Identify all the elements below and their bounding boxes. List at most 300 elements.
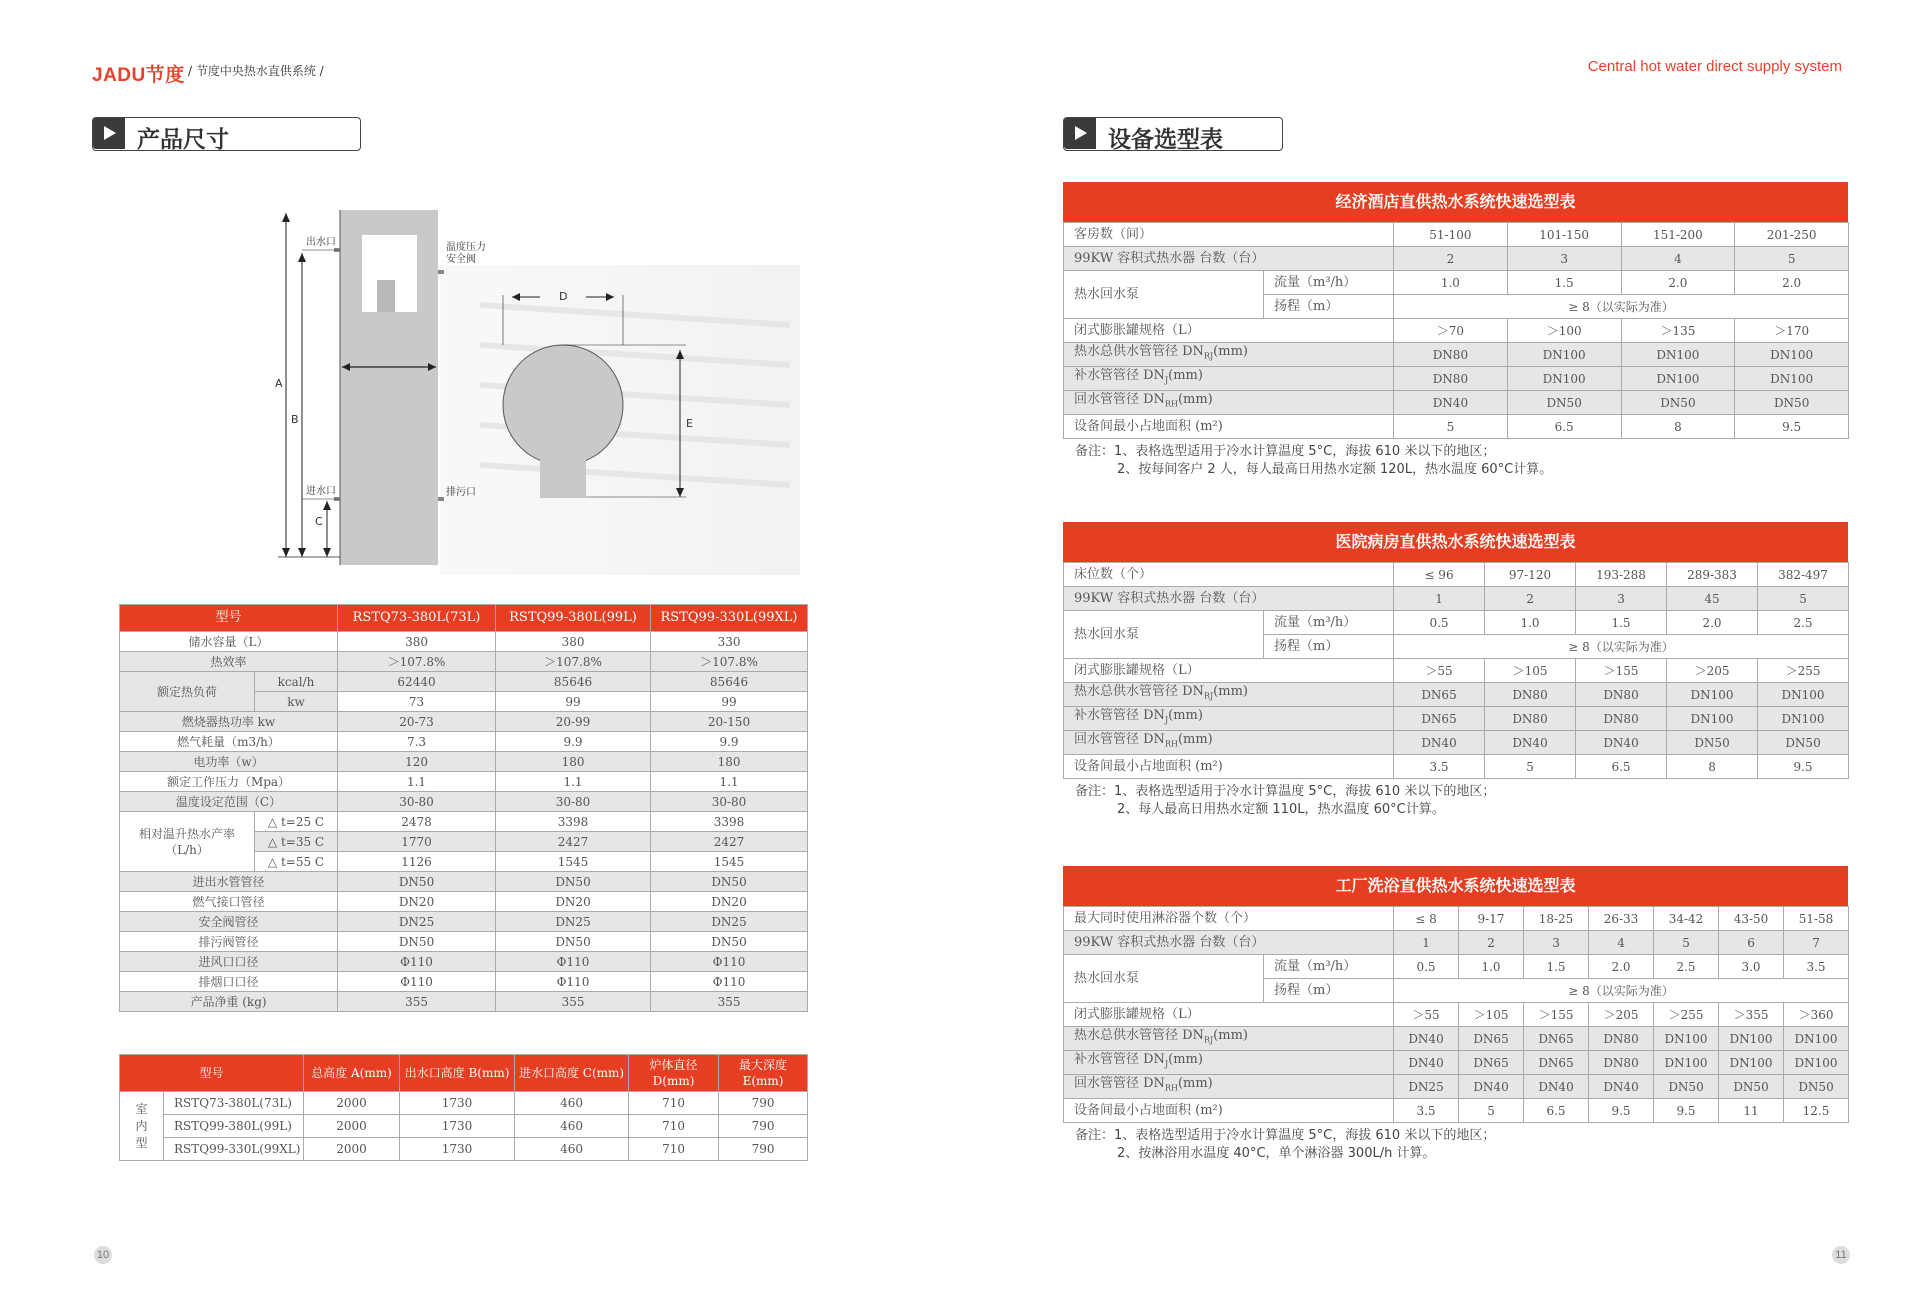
- cell: 1.0: [1459, 955, 1524, 979]
- cell: DN50: [651, 932, 808, 952]
- dimension-table: [119, 1054, 808, 1161]
- cell: 18-25: [1524, 907, 1589, 931]
- cell: 2.5: [1654, 955, 1719, 979]
- cell: 1.1: [651, 772, 808, 792]
- cell: ＞105: [1485, 659, 1576, 683]
- cell: 3.5: [1394, 1099, 1459, 1123]
- cell: 1545: [651, 852, 808, 872]
- cell: RSTQ99-380L(99L): [164, 1115, 304, 1138]
- cell: RSTQ73-380L(73L): [164, 1092, 304, 1115]
- table-row: [120, 812, 808, 832]
- header-cell: 炉体直径 D(mm): [629, 1055, 719, 1092]
- cell: 3: [1576, 587, 1667, 611]
- cell: 85646: [651, 672, 808, 692]
- cell: DN20: [651, 892, 808, 912]
- row-label: 设备间最小占地面积 (m²): [1064, 755, 1394, 779]
- cell: 1.1: [338, 772, 496, 792]
- cell: 6.5: [1507, 415, 1621, 439]
- row-label: 产品净重 (kg): [120, 992, 338, 1012]
- breadcrumb: / 节度中央热水直供系统 /: [188, 64, 324, 78]
- cell: 180: [496, 752, 651, 772]
- table-row: [120, 672, 808, 692]
- selection-table-title: 工厂洗浴直供热水系统快速选型表: [1063, 866, 1848, 906]
- cell: DN80: [1589, 1051, 1654, 1075]
- cell: 1.5: [1576, 611, 1667, 635]
- cell: 7: [1784, 931, 1849, 955]
- table-row: [120, 732, 808, 752]
- table-row: [1064, 755, 1849, 779]
- cell: 0.5: [1394, 611, 1485, 635]
- row-label: 回水管管径 $DN_{RH}(mm)$: [1064, 731, 1394, 755]
- row-label: 床位数（个）: [1064, 563, 1394, 587]
- cell: DN50: [338, 872, 496, 892]
- row-label: 额定工作压力（Mpa）: [120, 772, 338, 792]
- cell: DN100: [1654, 1051, 1719, 1075]
- selection-table-block: [1063, 866, 1848, 1163]
- cell: DN50: [1654, 1075, 1719, 1099]
- cell: ＞107.8%: [338, 652, 496, 672]
- table-row: [1064, 343, 1849, 367]
- cell: 1.0: [1394, 271, 1508, 295]
- table-row: [120, 992, 808, 1012]
- label-B: B: [291, 413, 299, 426]
- cell: 2427: [496, 832, 651, 852]
- cell: 380: [338, 632, 496, 652]
- label-E: E: [686, 417, 693, 430]
- cell: DN80: [1394, 343, 1508, 367]
- cell: 790: [719, 1115, 808, 1138]
- table-row: [120, 952, 808, 972]
- row-label: 回水管管径 $DN_{RH}(mm)$: [1064, 1075, 1394, 1099]
- cell: 2: [1394, 247, 1508, 271]
- cell: 8: [1667, 755, 1758, 779]
- cell: 51-100: [1394, 223, 1508, 247]
- header-cell: 出水口高度 B(mm): [400, 1055, 515, 1092]
- sub-label: △ t=25 C: [255, 812, 338, 832]
- cell: DN65: [1524, 1027, 1589, 1051]
- cell: DN20: [338, 892, 496, 912]
- row-label: 燃气接口管径: [120, 892, 338, 912]
- play-icon: [93, 118, 125, 149]
- table-row: [1064, 391, 1849, 415]
- row-label: 客房数（间）: [1064, 223, 1394, 247]
- sub-label: △ t=35 C: [255, 832, 338, 852]
- cell: 2: [1459, 931, 1524, 955]
- cell: 3: [1507, 247, 1621, 271]
- sub-label: 流量（m³/h）: [1264, 271, 1394, 295]
- cell: DN40: [1524, 1075, 1589, 1099]
- cell: DN40: [1394, 1051, 1459, 1075]
- cell: DN100: [1784, 1027, 1849, 1051]
- cell: 790: [719, 1138, 808, 1161]
- cell: Φ110: [651, 972, 808, 992]
- cell: 355: [651, 992, 808, 1012]
- cell: DN50: [496, 932, 651, 952]
- selection-table-block: [1063, 182, 1848, 479]
- cell: ＞155: [1576, 659, 1667, 683]
- cell: 710: [629, 1115, 719, 1138]
- cell: ≤ 96: [1394, 563, 1485, 587]
- table-row: [1064, 563, 1849, 587]
- cell: 1545: [496, 852, 651, 872]
- table-row: [120, 792, 808, 812]
- cell: DN50: [1735, 391, 1849, 415]
- cell: 382-497: [1758, 563, 1849, 587]
- cell: ＞55: [1394, 659, 1485, 683]
- cell: 3398: [651, 812, 808, 832]
- label-D: D: [559, 290, 568, 303]
- cell: ≥ 8（以实际为准）: [1394, 979, 1849, 1003]
- cell: DN65: [1394, 707, 1485, 731]
- cell: DN50: [338, 932, 496, 952]
- product-diagram: [250, 205, 800, 575]
- table-row: [1064, 955, 1849, 979]
- cell: 26-33: [1589, 907, 1654, 931]
- cell: 20-150: [651, 712, 808, 732]
- row-label: 燃烧器热功率 kw: [120, 712, 338, 732]
- cell: 460: [515, 1138, 629, 1161]
- cell: DN25: [651, 912, 808, 932]
- cell: Φ110: [496, 952, 651, 972]
- cell: DN40: [1485, 731, 1576, 755]
- cell: 3.0: [1719, 955, 1784, 979]
- cell: DN80: [1394, 367, 1508, 391]
- row-label: 电功率（w）: [120, 752, 338, 772]
- header-cell: 最大深度 E(mm): [719, 1055, 808, 1092]
- cell: Φ110: [496, 972, 651, 992]
- cell: 330: [651, 632, 808, 652]
- cell: 355: [338, 992, 496, 1012]
- cell: DN100: [1735, 343, 1849, 367]
- cell: DN65: [1459, 1051, 1524, 1075]
- row-label: 99KW 容积式热水器 台数（台）: [1064, 931, 1394, 955]
- row-label: 热效率: [120, 652, 338, 672]
- cell: 7.3: [338, 732, 496, 752]
- header-cell: 进水口高度 C(mm): [515, 1055, 629, 1092]
- cell: 8: [1621, 415, 1735, 439]
- sub-label: △ t=55 C: [255, 852, 338, 872]
- cell: 710: [629, 1138, 719, 1161]
- cell: DN100: [1784, 1051, 1849, 1075]
- cell: 30-80: [496, 792, 651, 812]
- sub-label: 流量（m³/h）: [1264, 955, 1394, 979]
- table-row: [120, 972, 808, 992]
- cell: 97-120: [1485, 563, 1576, 587]
- cell: DN100: [1667, 707, 1758, 731]
- cell: Φ110: [338, 972, 496, 992]
- row-label: 热水总供水管管径 $DN_{RJ}(mm)$: [1064, 1027, 1394, 1051]
- cell: DN100: [1621, 367, 1735, 391]
- selection-table: [1063, 906, 1849, 1123]
- spec-table-header: [120, 605, 808, 632]
- cell: 34-42: [1654, 907, 1719, 931]
- cell: 99: [496, 692, 651, 712]
- selection-table-block: [1063, 522, 1848, 819]
- row-label: 热水总供水管管径 $DN_{RJ}(mm)$: [1064, 683, 1394, 707]
- label-outlet: 出水口: [306, 237, 336, 248]
- row-label: 热水回水泵: [1064, 955, 1264, 1003]
- table-row: [1064, 731, 1849, 755]
- cell: 5: [1654, 931, 1719, 955]
- selection-table: [1063, 562, 1849, 779]
- cell: Φ110: [338, 952, 496, 972]
- sub-label: 扬程（m）: [1264, 979, 1394, 1003]
- cell: 12.5: [1784, 1099, 1849, 1123]
- row-label: 最大同时使用淋浴器个数（个）: [1064, 907, 1394, 931]
- cell: 201-250: [1735, 223, 1849, 247]
- cell: ＞105: [1459, 1003, 1524, 1027]
- row-label: 补水管管径 $DN_J(mm)$: [1064, 367, 1394, 391]
- table-row: [120, 632, 808, 652]
- header-cell: 型号: [120, 1055, 304, 1092]
- cell: DN65: [1394, 683, 1485, 707]
- cell: 4: [1621, 247, 1735, 271]
- row-label: 闭式膨胀罐规格（L）: [1064, 319, 1394, 343]
- label-drain: 排污口: [446, 487, 476, 498]
- table-row: [120, 772, 808, 792]
- sub-label: 扬程（m）: [1264, 635, 1394, 659]
- cell: DN100: [1719, 1051, 1784, 1075]
- cell: RSTQ99-330L(99XL): [164, 1138, 304, 1161]
- table-row: [1064, 931, 1849, 955]
- cell: DN100: [1758, 683, 1849, 707]
- cell: ＞55: [1394, 1003, 1459, 1027]
- cell: ＞100: [1507, 319, 1621, 343]
- cell: 1.5: [1507, 271, 1621, 295]
- cell: 20-73: [338, 712, 496, 732]
- page-number-right: 11: [1832, 1246, 1850, 1264]
- cell: 710: [629, 1092, 719, 1115]
- cell: DN100: [1621, 343, 1735, 367]
- cell: 9.9: [496, 732, 651, 752]
- cell: 6: [1719, 931, 1784, 955]
- row-label: 储水容量（L）: [120, 632, 338, 652]
- table-row: [1064, 611, 1849, 635]
- label-C: C: [315, 515, 323, 528]
- section-title: 产品尺寸: [137, 127, 229, 153]
- cell: 180: [651, 752, 808, 772]
- row-label: 进风口口径: [120, 952, 338, 972]
- cell: DN50: [1719, 1075, 1784, 1099]
- cell: 460: [515, 1092, 629, 1115]
- cell: 30-80: [651, 792, 808, 812]
- cell: 101-150: [1507, 223, 1621, 247]
- page-number-left: 10: [94, 1246, 112, 1264]
- row-label: 回水管管径 $DN_{RH}(mm)$: [1064, 391, 1394, 415]
- note-line-2: 2、每人最高日用热水定额 110L，热水温度 60°C计算。: [1117, 802, 1445, 817]
- cell: ＞170: [1735, 319, 1849, 343]
- cell: 5: [1485, 755, 1576, 779]
- cell: ＞355: [1719, 1003, 1784, 1027]
- row-label: 燃气耗量（m3/h）: [120, 732, 338, 752]
- table-row: [120, 1092, 808, 1115]
- note-line-1: 备注：1、表格选型适用于冷水计算温度 5°C，海拔 610 米以下的地区；: [1075, 1128, 1496, 1143]
- row-label: 进出水管管径: [120, 872, 338, 892]
- label-inlet: 进水口: [306, 486, 336, 497]
- table-row: [1064, 587, 1849, 611]
- cell: 1: [1394, 931, 1459, 955]
- note-line-1: 备注：1、表格选型适用于冷水计算温度 5°C，海拔 610 米以下的地区；: [1075, 784, 1496, 799]
- row-label: 补水管管径 $DN_J(mm)$: [1064, 707, 1394, 731]
- cell: 5: [1394, 415, 1508, 439]
- cell: DN50: [1758, 731, 1849, 755]
- table-row: [1064, 907, 1849, 931]
- label-safety-valve: 温度压力安全阀: [446, 242, 486, 265]
- cell: 85646: [496, 672, 651, 692]
- cell: 3.5: [1394, 755, 1485, 779]
- table-row: [1064, 1027, 1849, 1051]
- cell: 43-50: [1719, 907, 1784, 931]
- cell: ＞135: [1621, 319, 1735, 343]
- cell: ＞255: [1654, 1003, 1719, 1027]
- cell: 5: [1758, 587, 1849, 611]
- table-row: [1064, 319, 1849, 343]
- cell: ≥ 8（以实际为准）: [1394, 635, 1849, 659]
- table-row: [120, 1138, 808, 1161]
- cell: 1.5: [1524, 955, 1589, 979]
- table-row: [120, 932, 808, 952]
- cell: DN50: [1667, 731, 1758, 755]
- row-label: 温度设定范围（C）: [120, 792, 338, 812]
- table-row: [1064, 415, 1849, 439]
- cell: DN40: [1394, 391, 1508, 415]
- cell: 1730: [400, 1115, 515, 1138]
- cell: 2.0: [1667, 611, 1758, 635]
- group-label: 室内型: [120, 1092, 164, 1161]
- table-row: [120, 872, 808, 892]
- cell: DN40: [1459, 1075, 1524, 1099]
- cell: 2000: [304, 1092, 400, 1115]
- table-row: [120, 752, 808, 772]
- selection-table-title: 经济酒店直供热水系统快速选型表: [1063, 182, 1848, 222]
- row-label: 额定热负荷: [120, 672, 255, 712]
- cell: 120: [338, 752, 496, 772]
- cell: DN50: [1784, 1075, 1849, 1099]
- cell: 30-80: [338, 792, 496, 812]
- cell: 1.1: [496, 772, 651, 792]
- sub-label: kcal/h: [255, 672, 338, 692]
- row-label: 99KW 容积式热水器 台数（台）: [1064, 587, 1394, 611]
- cell: ＞107.8%: [651, 652, 808, 672]
- header-cell: RSTQ73-380L(73L): [338, 605, 496, 632]
- note-line-1: 备注：1、表格选型适用于冷水计算温度 5°C，海拔 610 米以下的地区；: [1075, 444, 1496, 459]
- table-row: [1064, 683, 1849, 707]
- table-row: [1064, 1003, 1849, 1027]
- row-label: 排烟口口径: [120, 972, 338, 992]
- cell: DN100: [1667, 683, 1758, 707]
- cell: 2427: [651, 832, 808, 852]
- cell: 1770: [338, 832, 496, 852]
- cell: ＞107.8%: [496, 652, 651, 672]
- brand-logo: JADU节度: [92, 65, 185, 86]
- cell: DN40: [1394, 731, 1485, 755]
- cell: ＞255: [1758, 659, 1849, 683]
- cell: 9.5: [1589, 1099, 1654, 1123]
- cell: 5: [1735, 247, 1849, 271]
- cell: 0.5: [1394, 955, 1459, 979]
- cell: 2.0: [1735, 271, 1849, 295]
- cell: DN40: [1589, 1075, 1654, 1099]
- cell: DN100: [1507, 367, 1621, 391]
- cell: 3: [1524, 931, 1589, 955]
- table-row: [120, 1115, 808, 1138]
- cell: 9.5: [1654, 1099, 1719, 1123]
- cell: 3.5: [1784, 955, 1849, 979]
- cell: 11: [1719, 1099, 1784, 1123]
- row-label: 设备间最小占地面积 (m²): [1064, 1099, 1394, 1123]
- cell: ＞155: [1524, 1003, 1589, 1027]
- cell: 2000: [304, 1115, 400, 1138]
- header-cell: 总高度 A(mm): [304, 1055, 400, 1092]
- cell: 20-99: [496, 712, 651, 732]
- row-label: 热水总供水管管径 $DN_{RJ}(mm)$: [1064, 343, 1394, 367]
- cell: DN100: [1507, 343, 1621, 367]
- row-label: 99KW 容积式热水器 台数（台）: [1064, 247, 1394, 271]
- cell: DN65: [1524, 1051, 1589, 1075]
- table-row: [120, 652, 808, 672]
- selection-tables: [1063, 0, 1848, 1303]
- cell: DN25: [1394, 1075, 1459, 1099]
- table-row: [1064, 367, 1849, 391]
- cell: 2.0: [1589, 955, 1654, 979]
- cell: DN20: [496, 892, 651, 912]
- table-row: [1064, 223, 1849, 247]
- cell: 1730: [400, 1092, 515, 1115]
- header-cell: RSTQ99-330L(99XL): [651, 605, 808, 632]
- cell: DN65: [1459, 1027, 1524, 1051]
- table-row: [1064, 1099, 1849, 1123]
- cell: DN80: [1576, 683, 1667, 707]
- cell: ＞70: [1394, 319, 1508, 343]
- row-label: 相对温升热水产率（L/h）: [120, 812, 255, 872]
- header-cell: 型号: [120, 605, 338, 632]
- cell: 9.5: [1758, 755, 1849, 779]
- cell: 9.5: [1735, 415, 1849, 439]
- cell: DN80: [1485, 683, 1576, 707]
- cell: 355: [496, 992, 651, 1012]
- cell: 9.9: [651, 732, 808, 752]
- cell: 193-288: [1576, 563, 1667, 587]
- row-label: 补水管管径 $DN_J(mm)$: [1064, 1051, 1394, 1075]
- cell: DN40: [1394, 1027, 1459, 1051]
- cell: 1.0: [1485, 611, 1576, 635]
- cell: 4: [1589, 931, 1654, 955]
- cell: 289-383: [1667, 563, 1758, 587]
- cell: DN50: [1621, 391, 1735, 415]
- cell: 9-17: [1459, 907, 1524, 931]
- table-row: [1064, 247, 1849, 271]
- cell: 2.0: [1621, 271, 1735, 295]
- cell: DN80: [1589, 1027, 1654, 1051]
- cell: 1126: [338, 852, 496, 872]
- sub-label: 流量（m³/h）: [1264, 611, 1394, 635]
- selection-table-title: 医院病房直供热水系统快速选型表: [1063, 522, 1848, 562]
- cell: DN100: [1719, 1027, 1784, 1051]
- row-label: 安全阀管径: [120, 912, 338, 932]
- row-label: 排污阀管径: [120, 932, 338, 952]
- cell: DN50: [1507, 391, 1621, 415]
- table-row: [1064, 1075, 1849, 1099]
- cell: 380: [496, 632, 651, 652]
- cell: 3398: [496, 812, 651, 832]
- table-row: [1064, 707, 1849, 731]
- cell: DN100: [1735, 367, 1849, 391]
- cell: DN40: [1576, 731, 1667, 755]
- cell: 6.5: [1524, 1099, 1589, 1123]
- header-cell: RSTQ99-380L(99L): [496, 605, 651, 632]
- cell: 2.5: [1758, 611, 1849, 635]
- english-title: Central hot water direct supply system: [1587, 58, 1842, 75]
